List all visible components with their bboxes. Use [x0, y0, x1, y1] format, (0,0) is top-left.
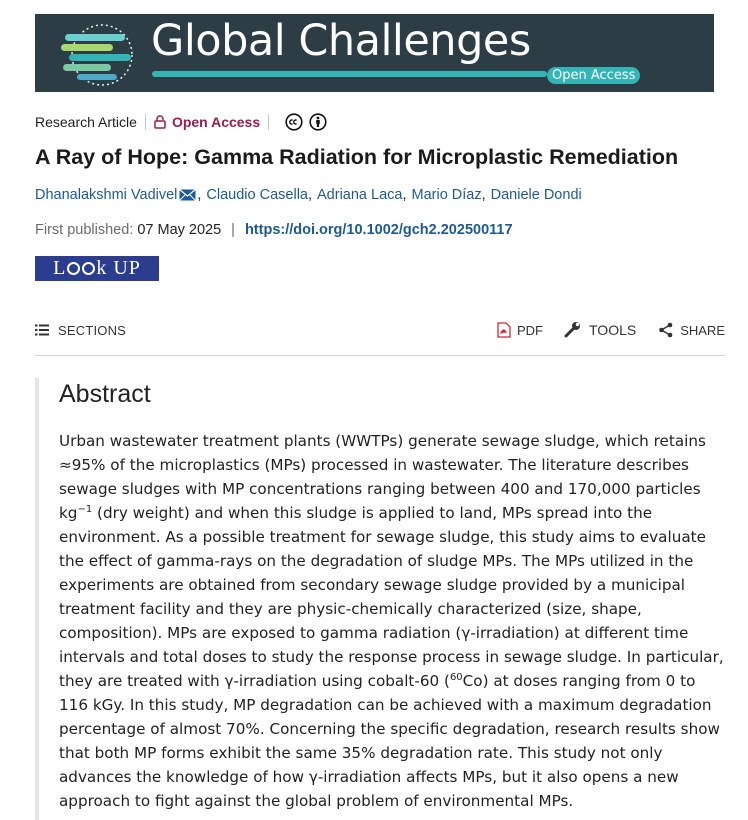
- lookup-text-left: L: [53, 257, 67, 279]
- attribution-icon[interactable]: [309, 113, 327, 131]
- email-icon[interactable]: [179, 189, 196, 201]
- author-link[interactable]: Mario Díaz: [411, 187, 482, 203]
- open-access-text: Open Access: [171, 114, 261, 130]
- doi-link[interactable]: https://doi.org/10.1002/gch2.202500117: [244, 222, 513, 238]
- article-meta-row: [35, 112, 327, 132]
- share-label: SHARE: [680, 322, 725, 338]
- toolbar-divider: [35, 355, 725, 356]
- separator: ,: [402, 187, 407, 203]
- abstract-text-part: Co) at doses ranging from 0 to 116 kGy. In this study, MP degradation can be achieved with a maximum degradation percentage of almost 70%. Concerning the specific degradation, research results show that both MP forms exhibit the same 35% degradation rate. This study not only advances the knowledge of how γ-irradiation affects MPs, but it also opens a new approach to fight against the global problem of environmental MPs.: [59, 672, 720, 810]
- article-type: Research Article: [35, 114, 137, 130]
- tools-label: TOOLS: [589, 322, 637, 338]
- abstract-heading: Abstract: [59, 380, 151, 408]
- tools-button[interactable]: [563, 321, 636, 339]
- lookup-text-right: k UP: [96, 257, 141, 279]
- lookup-circle: [67, 262, 80, 275]
- first-published-label: First published:: [35, 222, 134, 238]
- abstract-text-part: Urban wastewater treatment plants (WWTPs) generate sewage sludge, which retains ≈95% of the microplastics (MPs) processed in wastewater. The literature describes sewage sludges with MP concentrations ranging between 400 and 170,000 particles kg: [59, 432, 706, 522]
- creative-commons-icon[interactable]: [285, 113, 303, 131]
- pdf-icon: [497, 322, 511, 338]
- superscript: 60: [449, 671, 463, 683]
- author-link[interactable]: Daniele Dondi: [490, 187, 582, 203]
- wrench-icon: [563, 321, 583, 339]
- license-icons[interactable]: [285, 113, 327, 131]
- author-link[interactable]: Adriana Laca: [317, 187, 403, 203]
- abstract-section: [35, 378, 725, 820]
- banner-accent-line: [152, 71, 547, 77]
- lock-open-icon: [154, 115, 166, 129]
- divider: [268, 114, 269, 130]
- first-published-date: 07 May 2025: [137, 222, 222, 238]
- separator: ,: [307, 187, 313, 203]
- abstract-text: [59, 429, 729, 813]
- pdf-button[interactable]: [497, 322, 543, 338]
- author-list: [35, 187, 582, 203]
- open-access-badge: Open Access: [547, 67, 640, 84]
- separator: ,: [197, 187, 202, 203]
- author-link[interactable]: Dhanalakshmi Vadivel: [35, 187, 178, 203]
- article-title: A Ray of Hope: Gamma Radiation for Microplastic Remediation: [35, 145, 679, 169]
- journal-title: Global Challenges: [151, 16, 531, 66]
- share-icon: [658, 322, 674, 338]
- sections-menu-button[interactable]: [35, 323, 126, 338]
- lookup-button[interactable]: [35, 256, 159, 281]
- divider: [145, 114, 146, 130]
- article-toolbar: [35, 318, 725, 342]
- author-link[interactable]: Claudio Casella: [206, 187, 308, 203]
- abstract-text-part: (dry weight) and when this sludge is applied to land, MPs spread into the environment. As a possible treatment for sewage sludge, this study aims to evaluate the effect of gamma-rays on the degradation of sludge MPs. The MPs utilized in the experiments are obtained from secondary sewage sludge provided by a municipal treatment facility and they are physic-chemically characterized (size, shape, composition). MPs are exposed to gamma radiation (γ-irradiation) at different time intervals and total doses to study the response process in sewage sludge. In particular, they are treated with γ-irradiation using cobalt-60 (: [59, 504, 724, 690]
- journal-logo-icon: [59, 20, 145, 90]
- open-access-label: [154, 114, 260, 130]
- list-icon: [35, 324, 49, 336]
- pdf-label: PDF: [517, 322, 543, 338]
- publication-info: [35, 222, 513, 238]
- share-button[interactable]: [656, 322, 725, 338]
- sections-label: SECTIONS: [58, 322, 127, 338]
- journal-banner[interactable]: [35, 14, 714, 92]
- lookup-circle: [82, 262, 95, 275]
- separator: ,: [481, 187, 486, 203]
- superscript: −1: [77, 503, 93, 515]
- divider: |: [231, 222, 235, 238]
